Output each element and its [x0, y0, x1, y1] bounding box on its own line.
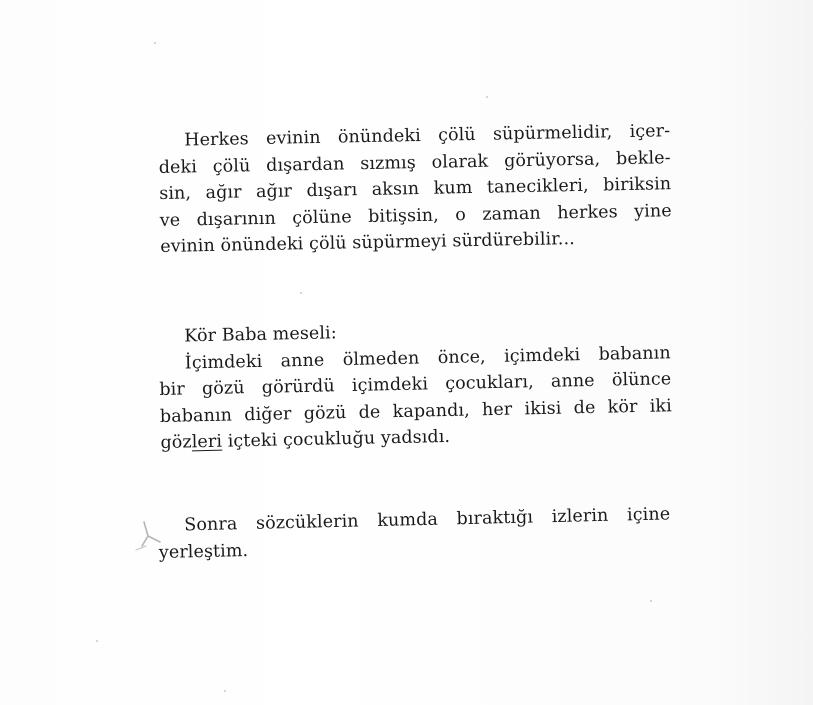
- paragraph-1-line: deki çölü dışardan sızmış olarak görüyorsa, bekle-: [158, 147, 671, 178]
- paragraph-1-line: sin, ağır ağır dışarı aksın kum tanecikleri, biriksin: [159, 174, 672, 204]
- paper-speck: [154, 42, 156, 44]
- section-heading: Kör Baba meseli:: [184, 323, 337, 347]
- line-suffix: içteki çocukluğu yadsıdı.: [221, 426, 451, 452]
- paragraph-2: [158, 313, 673, 456]
- paragraph-1-line: Herkes evinin önündeki çölü süpürmelidir, içer-: [184, 121, 671, 151]
- facing-page-edge: [712, 0, 813, 705]
- paper-speck: [300, 292, 302, 294]
- paragraph-3: [158, 501, 671, 566]
- paragraph-3-line: Sonra sözcüklerin kumda bıraktığı izlerin içine: [184, 504, 671, 536]
- paragraph-2-line: İçimdeki anne ölmeden önce, içimdeki babanın: [184, 342, 671, 373]
- paragraph-1-line: evinin önündeki çölü süpürmeyi sürdürebilir...: [160, 229, 576, 257]
- paper-speck: [96, 640, 98, 642]
- paper-speck: [486, 96, 488, 98]
- paragraph-3-line: yerleştim.: [158, 540, 249, 563]
- paragraph-2-line: bir gözü görürdü içimdeki çocukları, anne ölünce: [159, 369, 672, 400]
- paragraph-1-line: ve dışarının çölüne bitişsin, o zaman herkes yine: [159, 200, 672, 231]
- paragraph-2-line: babanın diğer gözü de kapandı, her ikisi de kör iki: [159, 395, 673, 427]
- underlined-text: leri: [191, 431, 223, 453]
- paper-speck: [224, 690, 226, 692]
- paragraph-1: [158, 118, 672, 260]
- paper-speck: [650, 600, 652, 602]
- word-prefix: göz: [160, 432, 192, 453]
